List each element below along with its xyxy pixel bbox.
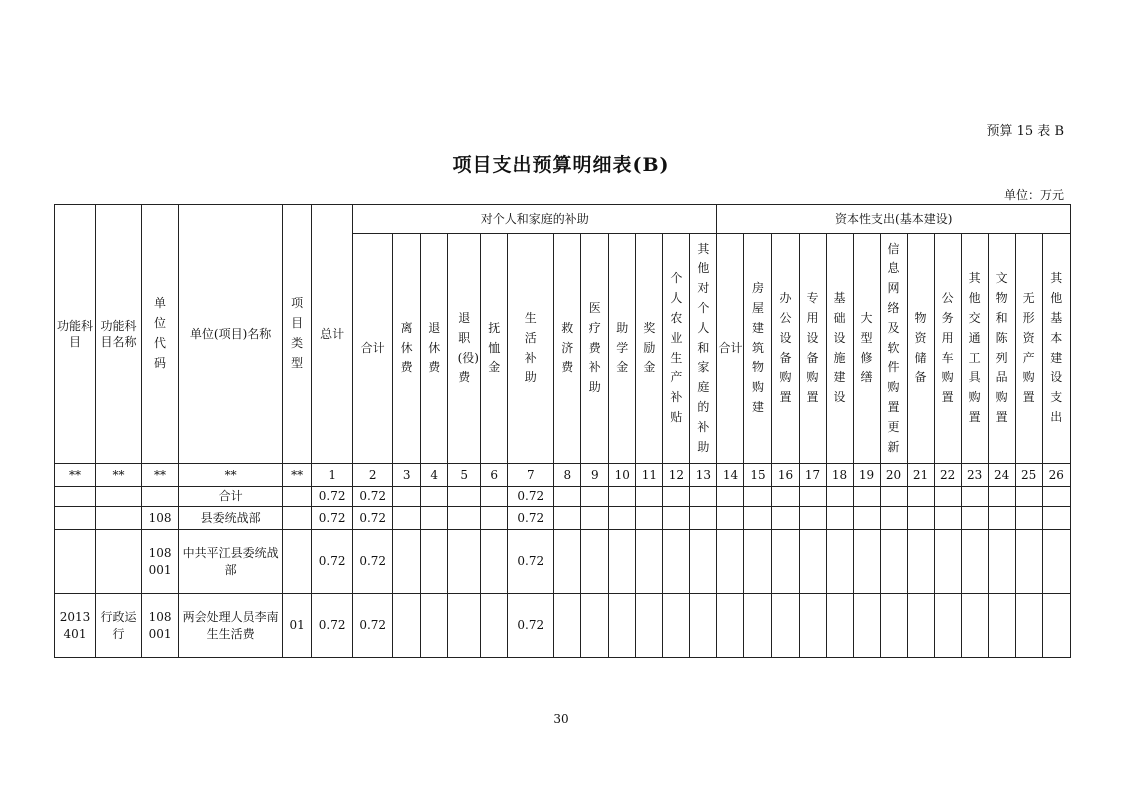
cell-empty: [907, 530, 934, 594]
column-number-cell: 11: [636, 464, 663, 487]
column-number-cell: **: [142, 464, 179, 487]
cell-empty: [934, 487, 961, 507]
cell-empty: [636, 594, 663, 658]
cell-empty: [988, 487, 1015, 507]
column-number-cell: 19: [853, 464, 880, 487]
cell-project-type: [283, 530, 312, 594]
cell-empty: [744, 530, 772, 594]
header-kemu-mingcheng: 功能科目名称: [96, 205, 142, 464]
form-number: 预算 15 表 B: [986, 124, 1064, 139]
cell-empty: [880, 487, 907, 507]
column-number-cell: 4: [421, 464, 448, 487]
cell-empty: [421, 487, 448, 507]
cell-empty: [826, 530, 853, 594]
personal-header-5: 抚恤金: [481, 234, 508, 464]
cell-empty: [799, 507, 826, 530]
header-zongji: 总计: [312, 205, 353, 464]
header-danwei-daima: 单位代码: [142, 205, 179, 464]
cell-empty: [772, 594, 799, 658]
cell-empty: [663, 530, 690, 594]
capital-header-11: 文物和陈列品购置: [988, 234, 1015, 464]
cell-unit-name: 两会处理人员李南生生活费: [179, 594, 283, 658]
cell-total: 0.72: [312, 594, 353, 658]
cell-empty: [717, 594, 744, 658]
personal-header-7: 救济费: [554, 234, 581, 464]
personal-header-12: 其他对个人和家庭的补助: [690, 234, 717, 464]
column-number-cell: 20: [880, 464, 907, 487]
cell-empty: [1015, 487, 1042, 507]
capital-header-9: 公务用车购置: [934, 234, 961, 464]
cell-empty: [609, 594, 636, 658]
cell-empty: [448, 507, 481, 530]
cell-personal-total: 0.72: [353, 594, 393, 658]
cell-empty: [880, 594, 907, 658]
cell-empty: [717, 487, 744, 507]
cell-empty: [826, 507, 853, 530]
cell-gongneng-kemu: [55, 507, 96, 530]
cell-living-subsidy: 0.72: [508, 530, 554, 594]
cell-empty: [799, 594, 826, 658]
cell-empty: [961, 487, 988, 507]
cell-gongneng-kemu: 2013 401: [55, 594, 96, 658]
cell-empty: [988, 507, 1015, 530]
cell-unit-code: 108 001: [142, 594, 179, 658]
cell-empty: [1042, 487, 1070, 507]
column-number-cell: **: [283, 464, 312, 487]
column-number-cell: 6: [481, 464, 508, 487]
capital-header-5: 基础设施建设: [826, 234, 853, 464]
cell-living-subsidy: 0.72: [508, 487, 554, 507]
cell-empty: [934, 507, 961, 530]
capital-header-10: 其他交通工具购置: [961, 234, 988, 464]
cell-empty: [581, 507, 609, 530]
cell-empty: [1015, 594, 1042, 658]
cell-empty: [961, 530, 988, 594]
cell-empty: [481, 594, 508, 658]
cell-empty: [690, 594, 717, 658]
cell-empty: [880, 507, 907, 530]
column-number-cell: 26: [1042, 464, 1070, 487]
cell-empty: [853, 594, 880, 658]
cell-empty: [448, 530, 481, 594]
cell-empty: [853, 487, 880, 507]
cell-personal-total: 0.72: [353, 487, 393, 507]
column-number-cell: 9: [581, 464, 609, 487]
column-number-cell: 1: [312, 464, 353, 487]
cell-empty: [744, 487, 772, 507]
cell-empty: [988, 530, 1015, 594]
budget-table: [54, 204, 1071, 658]
cell-living-subsidy: 0.72: [508, 594, 554, 658]
column-number-cell: 5: [448, 464, 481, 487]
cell-empty: [880, 530, 907, 594]
column-number-cell: 17: [799, 464, 826, 487]
cell-empty: [581, 594, 609, 658]
cell-empty: [772, 530, 799, 594]
cell-kemu-name: [96, 507, 142, 530]
cell-kemu-name: [96, 530, 142, 594]
cell-project-type: [283, 487, 312, 507]
table-row: [55, 594, 1071, 658]
column-number-cell: **: [96, 464, 142, 487]
table-row: [55, 507, 1071, 530]
capital-header-13: 其他基本建设支出: [1042, 234, 1070, 464]
personal-header-4: 退职(役)费: [448, 234, 481, 464]
capital-header-7: 信息网络及软件购置更新: [880, 234, 907, 464]
cell-unit-code: [142, 487, 179, 507]
personal-header-6: 生活补助: [508, 234, 554, 464]
cell-empty: [934, 594, 961, 658]
cell-empty: [663, 594, 690, 658]
column-number-cell: 22: [934, 464, 961, 487]
page-title: 项目支出预算明细表(B): [452, 154, 670, 176]
cell-total: 0.72: [312, 530, 353, 594]
cell-empty: [690, 507, 717, 530]
cell-total: 0.72: [312, 507, 353, 530]
cell-unit-name: 中共平江县委统战部: [179, 530, 283, 594]
cell-empty: [1015, 507, 1042, 530]
personal-header-3: 退休费: [421, 234, 448, 464]
cell-total: 0.72: [312, 487, 353, 507]
cell-unit-name: 合计: [179, 487, 283, 507]
cell-empty: [421, 594, 448, 658]
cell-empty: [907, 487, 934, 507]
personal-header-2: 离休费: [393, 234, 421, 464]
cell-empty: [1015, 530, 1042, 594]
cell-empty: [907, 594, 934, 658]
cell-empty: [717, 507, 744, 530]
cell-personal-total: 0.72: [353, 507, 393, 530]
column-number-cell: 3: [393, 464, 421, 487]
cell-empty: [609, 507, 636, 530]
cell-empty: [799, 530, 826, 594]
header-gongneng-kemu: 功能科目: [55, 205, 96, 464]
cell-gongneng-kemu: [55, 530, 96, 594]
cell-kemu-name: 行政运行: [96, 594, 142, 658]
cell-empty: [690, 487, 717, 507]
cell-empty: [663, 507, 690, 530]
cell-empty: [717, 530, 744, 594]
column-number-cell: **: [179, 464, 283, 487]
column-number-cell: 15: [744, 464, 772, 487]
cell-empty: [481, 507, 508, 530]
cell-empty: [826, 594, 853, 658]
cell-empty: [799, 487, 826, 507]
column-number-cell: 21: [907, 464, 934, 487]
capital-header-8: 物资储备: [907, 234, 934, 464]
personal-header-9: 助学金: [609, 234, 636, 464]
capital-header-12: 无形资产购置: [1015, 234, 1042, 464]
cell-empty: [554, 487, 581, 507]
cell-empty: [421, 507, 448, 530]
column-number-cell: 23: [961, 464, 988, 487]
cell-personal-total: 0.72: [353, 530, 393, 594]
table-row: [55, 487, 1071, 507]
cell-empty: [581, 530, 609, 594]
cell-empty: [393, 530, 421, 594]
cell-empty: [826, 487, 853, 507]
column-number-cell: **: [55, 464, 96, 487]
unit-label: 单位：万元: [1003, 188, 1064, 202]
cell-empty: [481, 487, 508, 507]
cell-gongneng-kemu: [55, 487, 96, 507]
cell-empty: [1042, 507, 1070, 530]
cell-unit-code: 108: [142, 507, 179, 530]
personal-header-1: 合计: [353, 234, 393, 464]
column-number-cell: 12: [663, 464, 690, 487]
cell-empty: [393, 507, 421, 530]
cell-empty: [772, 487, 799, 507]
cell-empty: [393, 594, 421, 658]
cell-empty: [448, 594, 481, 658]
column-number-cell: 2: [353, 464, 393, 487]
cell-living-subsidy: 0.72: [508, 507, 554, 530]
cell-empty: [393, 487, 421, 507]
cell-empty: [636, 530, 663, 594]
column-number-cell: 16: [772, 464, 799, 487]
cell-empty: [609, 487, 636, 507]
column-number-cell: 7: [508, 464, 554, 487]
cell-empty: [1042, 594, 1070, 658]
cell-empty: [853, 530, 880, 594]
cell-empty: [481, 530, 508, 594]
cell-empty: [554, 507, 581, 530]
cell-empty: [961, 507, 988, 530]
cell-empty: [853, 507, 880, 530]
cell-empty: [961, 594, 988, 658]
cell-project-type: [283, 507, 312, 530]
cell-empty: [421, 530, 448, 594]
column-number-cell: 8: [554, 464, 581, 487]
cell-kemu-name: [96, 487, 142, 507]
cell-empty: [554, 594, 581, 658]
column-number-cell: 14: [717, 464, 744, 487]
personal-header-11: 个人农业生产补贴: [663, 234, 690, 464]
cell-empty: [744, 594, 772, 658]
group-capital-expenditure: 资本性支出(基本建设): [717, 205, 1071, 234]
group-personal-subsidy: 对个人和家庭的补助: [353, 205, 717, 234]
cell-empty: [581, 487, 609, 507]
cell-empty: [907, 507, 934, 530]
capital-header-3: 办公设备购置: [772, 234, 799, 464]
cell-empty: [1042, 530, 1070, 594]
header-danwei-mingcheng: 单位(项目)名称: [179, 205, 283, 464]
personal-header-10: 奖励金: [636, 234, 663, 464]
cell-empty: [744, 507, 772, 530]
capital-header-4: 专用设备购置: [799, 234, 826, 464]
personal-header-8: 医疗费补助: [581, 234, 609, 464]
cell-project-type: 01: [283, 594, 312, 658]
column-number-cell: 25: [1015, 464, 1042, 487]
cell-empty: [636, 487, 663, 507]
cell-unit-code: 108 001: [142, 530, 179, 594]
capital-header-2: 房屋建筑物购建: [744, 234, 772, 464]
cell-empty: [988, 594, 1015, 658]
cell-empty: [554, 530, 581, 594]
cell-empty: [772, 507, 799, 530]
cell-empty: [690, 530, 717, 594]
cell-empty: [934, 530, 961, 594]
header-xiangmu-leixing: 项目类型: [283, 205, 312, 464]
column-number-cell: 18: [826, 464, 853, 487]
capital-header-6: 大型修缮: [853, 234, 880, 464]
capital-header-1: 合计: [717, 234, 744, 464]
column-number-cell: 10: [609, 464, 636, 487]
column-number-cell: 24: [988, 464, 1015, 487]
cell-empty: [663, 487, 690, 507]
cell-unit-name: 县委统战部: [179, 507, 283, 530]
cell-empty: [609, 530, 636, 594]
page-number: 30: [553, 712, 569, 726]
table-row: [55, 530, 1071, 594]
column-number-cell: 13: [690, 464, 717, 487]
cell-empty: [448, 487, 481, 507]
cell-empty: [636, 507, 663, 530]
